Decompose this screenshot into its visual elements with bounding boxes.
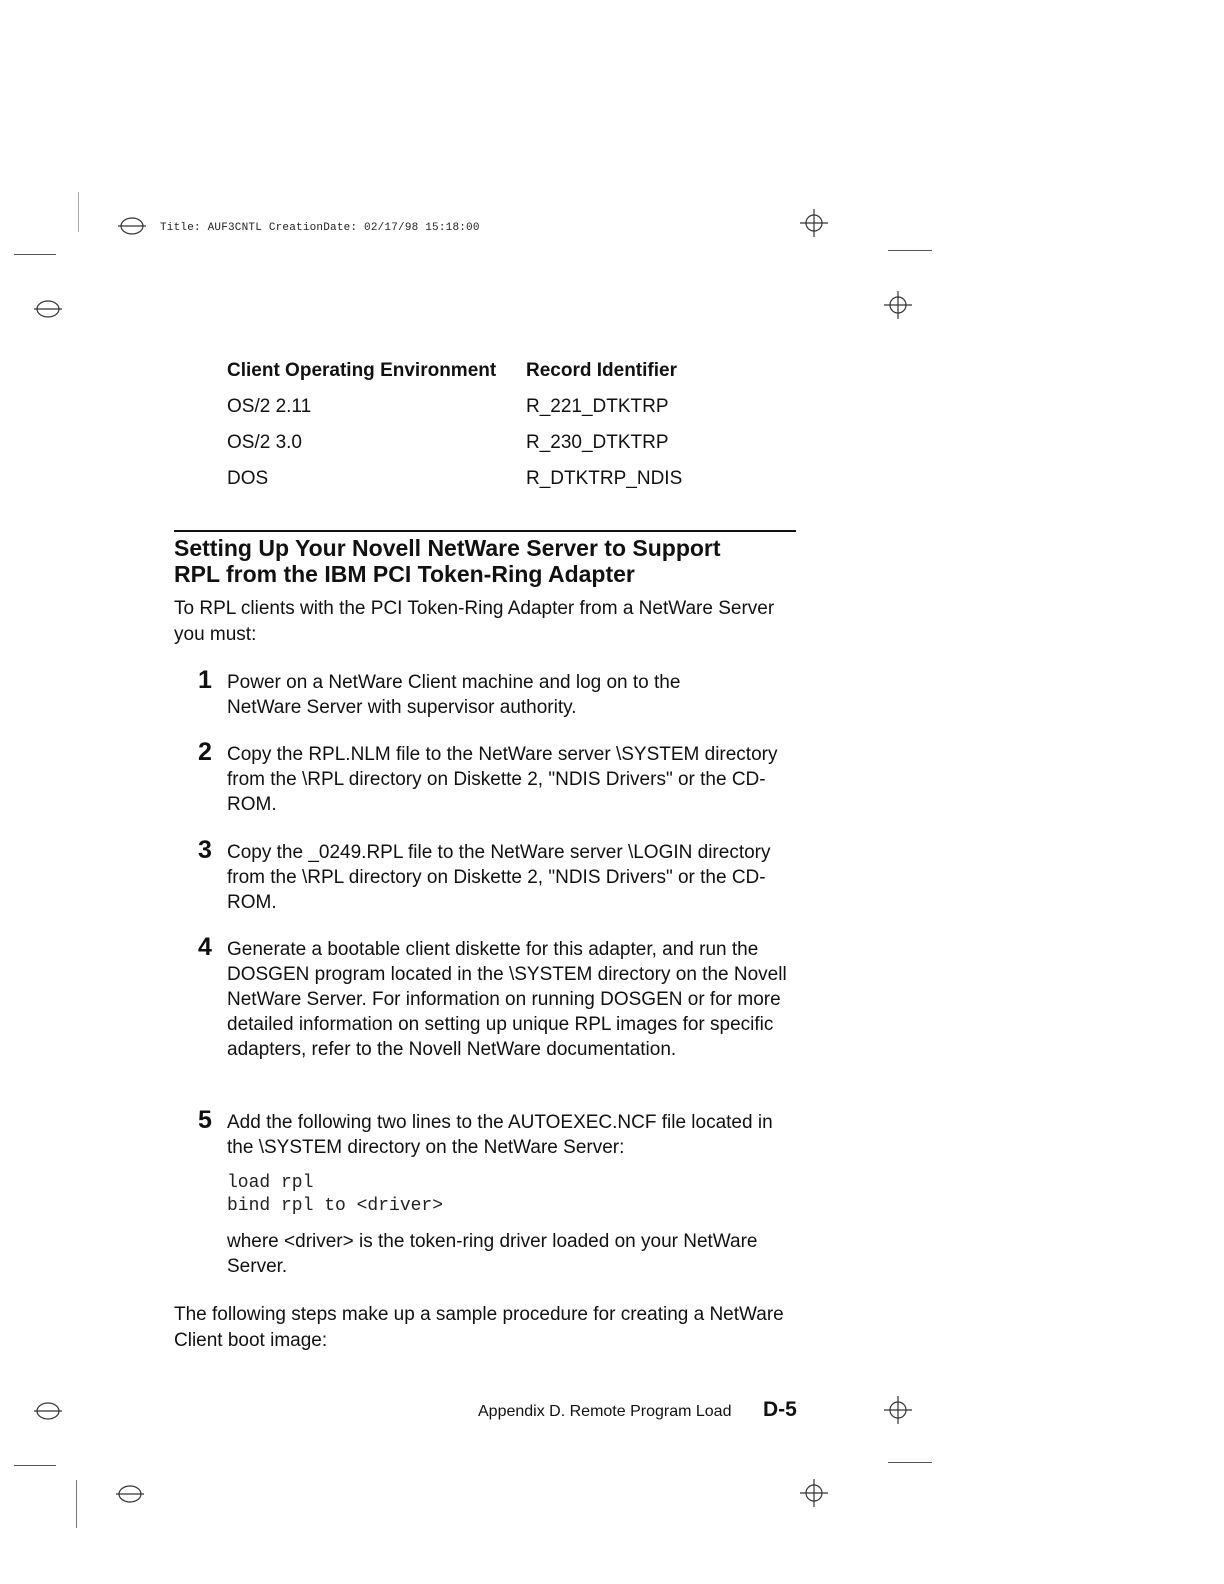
crop-rule: [14, 1465, 56, 1466]
section-heading-line: Setting Up Your Novell NetWare Server to Support: [174, 535, 721, 561]
registration-mark-icon: [32, 298, 64, 320]
section-rule: [174, 530, 796, 532]
step-text: Power on a NetWare Client machine and log on to the NetWare Server with supervisor authority.: [227, 672, 681, 718]
table-cell-environment: OS/2 3.0: [227, 432, 302, 453]
table-cell-environment: OS/2 2.11: [227, 396, 312, 417]
intro-paragraph: To RPL clients with the PCI Token-Ring Adapter from a NetWare Server you must:: [174, 598, 775, 645]
slug-line: Title: AUF3CNTL CreationDate: 02/17/98 15:18:00: [160, 222, 480, 234]
code-line: load rpl: [227, 1173, 314, 1193]
registration-mark-icon: [32, 1400, 64, 1422]
registration-mark-icon: [882, 1395, 914, 1425]
crop-rule: [888, 250, 932, 251]
step-number: 3: [198, 836, 212, 864]
registration-mark-icon: [882, 290, 914, 320]
crop-rule: [78, 192, 79, 232]
step-text: Generate a bootable client diskette for this adapter, and run the DOSGEN program located in the \SYSTEM directory on the Novell NetWare Server. For information on running DOSGEN or for more detailed information on setting up unique RPL images for specific adapters, refer to the Novell NetWare documentation.: [227, 939, 787, 1060]
table-cell-record-id: R_221_DTKTRP: [526, 396, 669, 417]
step-number: 4: [198, 933, 212, 961]
table-cell-environment: DOS: [227, 468, 269, 489]
footer-chapter-title: Appendix D. Remote Program Load: [478, 1403, 732, 1420]
step-number: 1: [198, 666, 212, 694]
registration-mark-icon: [798, 1478, 830, 1508]
registration-mark-icon: [116, 215, 148, 237]
step-text: Copy the _0249.RPL file to the NetWare server \LOGIN directory from the \RPL directory on Diskette 2, "NDIS Drivers" or the CD-ROM.: [227, 842, 771, 913]
step-number: 2: [198, 738, 212, 766]
table-cell-record-id: R_DTKTRP_NDIS: [526, 468, 683, 489]
step-text: Copy the RPL.NLM file to the NetWare server \SYSTEM directory from the \RPL directory on Diskette 2, "NDIS Drivers" or the CD-ROM.: [227, 744, 778, 815]
crop-rule: [76, 1480, 77, 1528]
code-note: where <driver> is the token-ring driver loaded on your NetWare Server.: [227, 1231, 758, 1277]
section-heading-line: RPL from the IBM PCI Token-Ring Adapter: [174, 561, 635, 587]
section-heading: [174, 535, 814, 587]
table-header-environment: Client Operating Environment: [227, 360, 497, 381]
table-header-record-identifier: Record Identifier: [526, 360, 677, 381]
registration-mark-icon: [114, 1483, 146, 1505]
crop-rule: [888, 1462, 932, 1463]
crop-rule: [14, 254, 56, 255]
registration-mark-icon: [798, 208, 830, 238]
page-number: D-5: [763, 1398, 797, 1421]
outro-paragraph: The following steps make up a sample procedure for creating a NetWare Client boot image:: [174, 1304, 784, 1351]
code-line: bind rpl to <driver>: [227, 1196, 444, 1216]
step-number: 5: [198, 1106, 212, 1134]
table-cell-record-id: R_230_DTKTRP: [526, 432, 669, 453]
step-text: Add the following two lines to the AUTOEXEC.NCF file located in the \SYSTEM directory on the NetWare Server:: [227, 1112, 773, 1158]
